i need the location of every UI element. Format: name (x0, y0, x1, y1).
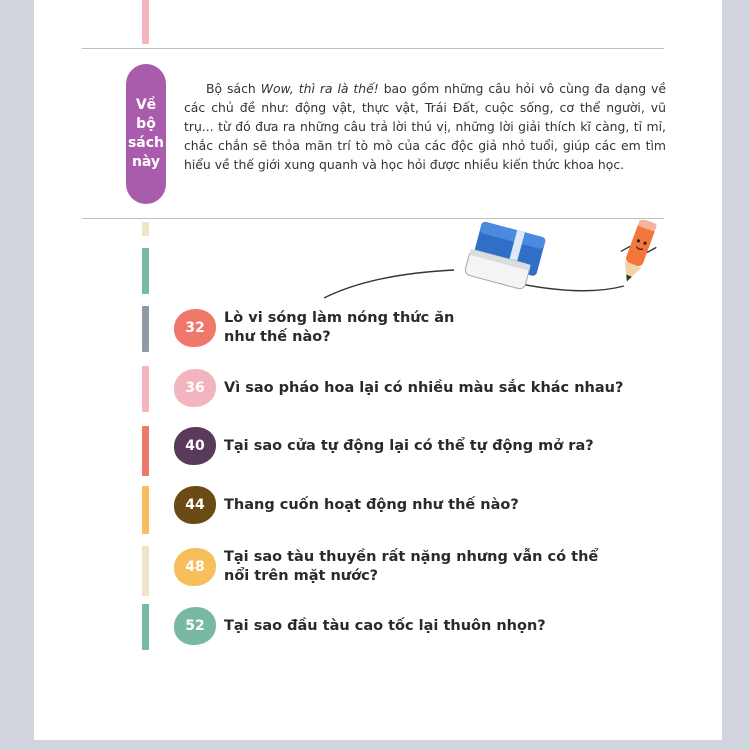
question-line: như thế nào? (224, 329, 331, 345)
badge-word: này (131, 154, 161, 170)
divider-bottom (82, 218, 664, 219)
color-stripe (142, 222, 149, 236)
toc-question (224, 548, 598, 586)
color-stripe (142, 426, 149, 476)
color-stripe (142, 366, 149, 412)
about-text-start: Bộ sách (206, 81, 261, 96)
question-line: Tại sao tàu thuyền rất nặng nhưng vẫn có thể (224, 549, 599, 565)
badge-word: Về (135, 97, 157, 113)
badge-word: sách (127, 135, 165, 151)
toc-question (224, 617, 546, 636)
color-stripe (142, 306, 149, 352)
toc-item[interactable] (174, 427, 594, 465)
scribble-line (324, 270, 454, 298)
color-stripe (142, 604, 149, 650)
page-number-badge: 44 (174, 486, 216, 524)
toc-question (224, 309, 454, 347)
toc-item[interactable] (174, 486, 519, 524)
page-number-badge: 32 (174, 309, 216, 347)
toc-question (224, 437, 594, 456)
eraser-icon (464, 220, 546, 292)
pencil-icon (612, 220, 664, 287)
toc-item[interactable] (174, 309, 454, 347)
about-text (184, 79, 666, 174)
color-stripe (142, 248, 149, 294)
question-line: Thang cuốn hoạt động như thế nào? (224, 496, 519, 513)
page-number-badge: 40 (174, 427, 216, 465)
page-number-badge: 48 (174, 548, 216, 586)
toc-item[interactable] (174, 548, 598, 586)
book-title: Wow, thì ra là thế! (260, 81, 379, 96)
color-stripe (142, 546, 149, 596)
toc-question (224, 496, 519, 515)
about-text-rest: bao gồm những câu hỏi vô cùng đa dạng về các chủ đề như: động vật, thực vật, Trái Đất, cuộc sống, cơ thể người, vũ trụ... từ đó đưa ra những câu trả lời thú vị, những lời giải thích kĩ càng, tỉ mỉ, chắc chắn sẽ thỏa mãn trí tò mò của các độc giả nhỏ tuổi, giúp các em tìm hiểu về thế giới xung quanh và học hỏi được nhiều kiến thức khoa học. (184, 81, 667, 172)
badge-word: bộ (136, 116, 156, 132)
question-line: Tại sao cửa tự động lại có thể tự động mở ra? (224, 437, 594, 454)
about-badge (126, 64, 166, 204)
decoration (324, 220, 664, 310)
question-line: Lò vi sóng làm nóng thức ăn (224, 310, 455, 326)
question-line: Tại sao đầu tàu cao tốc lại thuôn nhọn? (224, 617, 546, 634)
question-line: nổi trên mặt nước? (224, 568, 379, 584)
toc-question (224, 379, 623, 398)
color-stripe (142, 486, 149, 534)
toc-item[interactable] (174, 607, 546, 645)
page (34, 0, 722, 740)
page-number-badge: 36 (174, 369, 216, 407)
color-stripe (142, 0, 149, 44)
divider-top (82, 48, 664, 49)
question-line: Vì sao pháo hoa lại có nhiều màu sắc khác nhau? (224, 379, 624, 396)
page-number-badge: 52 (174, 607, 216, 645)
toc-item[interactable] (174, 369, 623, 407)
